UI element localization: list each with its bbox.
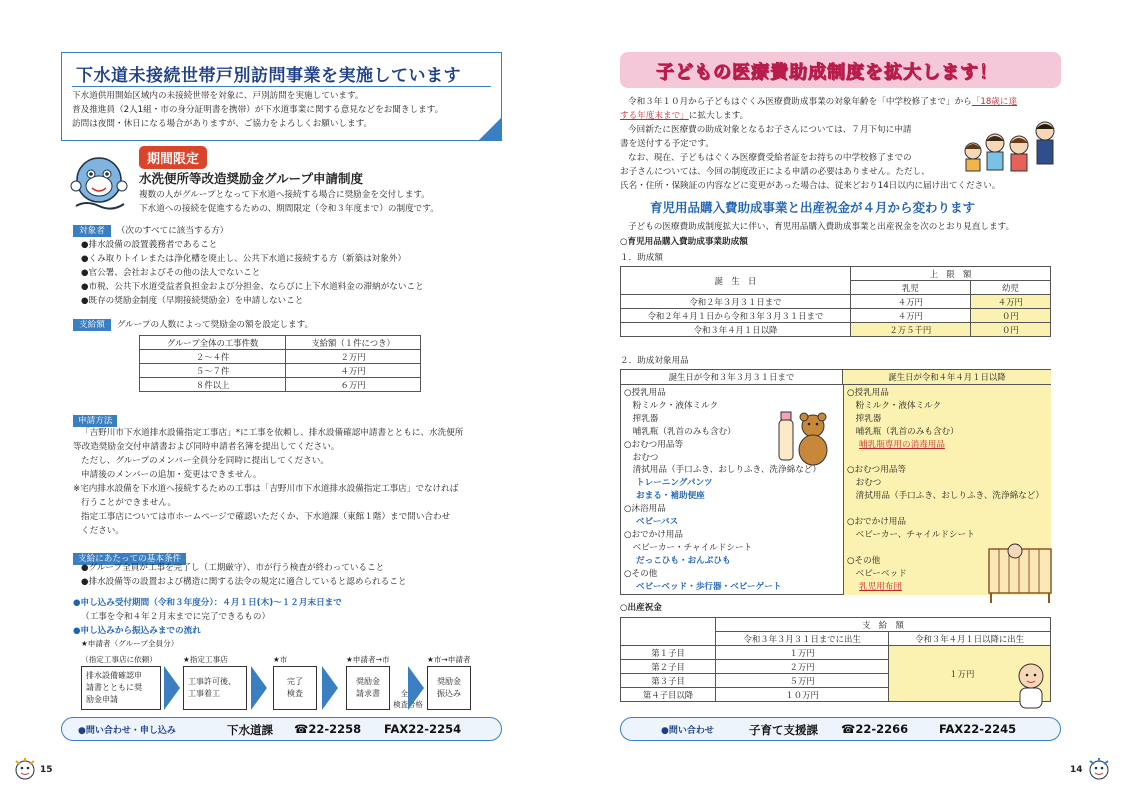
page-mascot-icon — [12, 757, 38, 781]
contact-label: ●問い合わせ — [661, 726, 714, 736]
contact-fax: FAX22-2254 — [384, 722, 462, 736]
target-item: ●既存の奨励金制度（早期接続奨励金）を申請しないこと — [81, 296, 304, 306]
basic-item: ●グループ全員が工事を完了し（工期厳守）、市が行う検査が終わっていること — [81, 563, 385, 573]
birth-gift-table — [620, 617, 1051, 702]
table-cell: ４万円 — [851, 295, 971, 309]
target-item: ●排水設備の設置義務者であること — [81, 240, 218, 250]
flow-label: ★申請者→市 — [346, 655, 390, 664]
flow-step: 排水設備確認申 請書とともに奨 励金申請 — [81, 666, 161, 710]
target-heading — [73, 224, 228, 238]
para-text: 氏名・住所・保険証の内容などに変更があった場合は、従来どおり14日以内に届け出てください。 — [620, 181, 1001, 191]
item-line: ○その他 — [847, 555, 881, 566]
subtitle-2: 育児用品購入費助成事業と出産祝金が４月から変わります — [650, 200, 976, 215]
right-headline-bar — [620, 52, 1061, 88]
item-line: ベビーベッド・歩行器・ベビーゲート — [636, 581, 782, 592]
table-header — [621, 618, 716, 646]
para-text: なお、現在、子どもはぐくみ医療費受給者証をお持ちの中学校修了までの — [628, 153, 912, 163]
item-line: おむつ — [847, 478, 882, 489]
table-cell: 第２子目 — [621, 660, 716, 674]
contact-tel: ☎22-2258 — [294, 722, 362, 736]
table-cell: ４万円 — [970, 295, 1050, 309]
para-text: 今回新たに医療費の助成対象となるお子さんについては、７月下旬に申請 — [628, 125, 912, 135]
contact-label: ●問い合わせ・申し込み — [78, 726, 176, 736]
item-line: ○おむつ用品等 — [847, 465, 907, 476]
table-cell: ４万円 — [851, 309, 971, 323]
item-line: ○おむつ用品等 — [624, 439, 684, 450]
flow-arrow — [322, 666, 338, 710]
page-mascot-icon — [1086, 757, 1112, 781]
desc-line: 複数の人がグループとなって下水道へ接続する場合に奨励金を交付します。 — [139, 190, 430, 200]
item-line: ○おでかけ用品 — [624, 529, 683, 540]
table-cell: ２万５千円 — [851, 323, 971, 337]
item-line: おむつ — [624, 452, 659, 463]
children-illustration — [957, 115, 1063, 173]
flow-actor: ★申請者（グループ全員分） — [81, 639, 179, 648]
para-text: 令和３年１０月から子どもはぐくみ医療費助成事業の対象年齢を「中学校修了まで」から — [628, 97, 972, 107]
intro-line: 訪問は夜間・休日になる場合がありますが、ご協力をよろしくお願いします。 — [72, 119, 373, 129]
item-line: ○授乳用品 — [624, 388, 666, 398]
flow-arrow — [164, 666, 180, 710]
table-header: グループ全体の工事件数 — [140, 336, 286, 350]
table-cell: ４万円 — [286, 364, 421, 378]
flow-step: 奨励金 請求書 — [346, 666, 390, 710]
amount-heading — [73, 318, 313, 332]
flow-label: ★市 — [273, 655, 288, 664]
amount-note: グループの人数によって奨励金の額を設定します。 — [116, 320, 314, 330]
target-item: ●官公署、会社およびその他の法人でないこと — [81, 268, 261, 278]
flow-arrow — [408, 666, 424, 710]
baby-illustration — [1010, 660, 1052, 712]
section-heading: ○育児用品購入費助成事業助成額 — [620, 237, 748, 247]
item-line: 清拭用品（手口ふき、おしりふき、洗浄綿など） — [624, 465, 821, 476]
target-note: （次のすべてに該当する方） — [116, 226, 229, 236]
table-header: 誕 生 日 — [621, 267, 851, 295]
table-header: 幼児 — [970, 281, 1050, 295]
para-text: に拡大します。 — [688, 111, 749, 121]
basic-item: ●排水設備等の設置および構造に関する法令の規定に適合していると認められること — [81, 577, 407, 587]
item-line: だっこひも・おんぶひも — [636, 555, 731, 566]
item-line: 粉ミルク・液体ミルク — [624, 400, 719, 411]
apply-heading — [73, 408, 117, 427]
bottle-and-teddy-illustration — [775, 404, 835, 470]
table-header: 乳児 — [851, 281, 971, 295]
table-cell: ２万円 — [286, 350, 421, 364]
apply-tag: 申請方法 — [73, 415, 117, 427]
amount-tag: 支給額 — [73, 319, 111, 331]
table-row — [621, 323, 1051, 337]
table-cell: １万円 — [716, 646, 889, 660]
contact-fax: FAX22-2245 — [939, 722, 1017, 736]
right-headline: 子どもの医療費助成制度を拡大します！ — [656, 62, 998, 83]
table-cell: ８件以上 — [140, 378, 286, 392]
table-cell: 第４子目以降 — [621, 688, 716, 702]
table-cell: ０円 — [970, 309, 1050, 323]
item-line: ○おでかけ用品 — [847, 517, 906, 528]
item-line: 搾乳器 — [624, 413, 659, 424]
target-item: ●くみ取りトイレまたは浄化槽を廃止し、公共下水道に接続する方（新築は対象外） — [81, 254, 407, 264]
table-cell: 令和２年４月１日から令和３年３月３１日まで — [621, 309, 851, 323]
flow-label: ★指定工事店 — [183, 655, 228, 664]
flow-extra-note: 全件 検査合格 — [393, 689, 423, 709]
intro-line: 下水道供用開始区域内の未接続世帯を対象に、戸別訪問を実施しています。 — [72, 91, 364, 101]
table-cell: ２万円 — [716, 660, 889, 674]
item-line: ○授乳用品 — [847, 388, 889, 398]
contact-dept: 下水道課 — [227, 723, 273, 737]
table-header: 令和３年３月３１日までに出生 — [716, 632, 889, 646]
period-note: （工事を令和４年２月末までに完了できるもの） — [81, 612, 271, 622]
page-number: 14 — [1070, 765, 1083, 775]
table-cell: ５万円 — [716, 674, 889, 688]
table-row — [140, 378, 421, 392]
item-line: 粉ミルク・液体ミルク — [847, 400, 942, 411]
table-cell: 第３子目 — [621, 674, 716, 688]
table-row — [140, 364, 421, 378]
item-line — [847, 452, 1044, 465]
table-cell: １万円 — [889, 646, 1051, 702]
page-number: 15 — [40, 765, 53, 775]
item-line: ○その他 — [624, 568, 658, 579]
target-tag: 対象者 — [73, 225, 111, 237]
flow-step: 完了 検査 — [273, 666, 317, 710]
table-row — [621, 309, 1051, 323]
section-heading: ○出産祝金 — [620, 603, 662, 613]
flow-label: ★市→申請者 — [427, 655, 471, 664]
item-line: 哺乳瓶（乳首のみも含む） — [624, 426, 736, 437]
crib-illustration — [985, 535, 1055, 605]
item-line: ベビーバス — [636, 517, 679, 528]
table-cell: １０万円 — [716, 688, 889, 702]
grant-subtitle: 水洗便所等改造奨励金グループ申請制度 — [139, 171, 364, 186]
item-line: 哺乳瓶専用の消毒用品 — [859, 439, 945, 450]
table-row — [621, 646, 1051, 660]
table-cell: ２～４件 — [140, 350, 286, 364]
apply-line: ※宅内排水設備を下水道へ接続するための工事は「吉野川市下水道排水設備指定工事店」でなければ — [73, 484, 459, 494]
table-header: 誕生日が令和３年３月３１日まで — [621, 370, 843, 385]
left-headline: 下水道未接続世帯戸別訪問事業を実施しています — [76, 66, 461, 86]
contact-tel: ☎22-2266 — [841, 722, 909, 736]
para-text: お子さんについては、今回の制度改正による申請の必要はありません。ただし、 — [620, 167, 930, 177]
flow-title: ●申し込みから振込みまでの流れ — [73, 626, 201, 636]
item-line: おまる・補助便座 — [636, 491, 705, 502]
item-line: 乳児用布団 — [859, 581, 902, 592]
table-header: 誕生日が令和４年４月１日以降 — [843, 370, 1051, 385]
red-highlight: する年度末まで」 — [620, 111, 689, 121]
apply-line: 申請後のメンバーの追加・変更はできません。 — [81, 470, 262, 480]
table-row — [140, 350, 421, 364]
table-header: 支 給 額 — [716, 618, 1051, 632]
item-line: 搾乳器 — [847, 413, 882, 424]
item-line: 清拭用品（手口ふき、おしりふき、洗浄綿など） — [847, 491, 1044, 502]
item-line — [847, 503, 1044, 516]
desc-line: 下水道への接続を促進するための、期間限定（令和３年度まで）の制度です。 — [139, 204, 439, 214]
table-cell: ０円 — [970, 323, 1050, 337]
item-line: ベビーカー・チャイルドシート — [624, 542, 753, 553]
table-cell: 令和２年３月３１日まで — [621, 295, 851, 309]
section-subheading: １．助成額 — [620, 253, 663, 263]
para1-line2 — [620, 109, 748, 123]
mascot-fish-illustration — [66, 150, 132, 220]
apply-line: ください。 — [81, 526, 124, 536]
limited-period-badge: 期間限定 — [139, 146, 207, 169]
flow-step: 工事許可後、 工事着工 — [183, 666, 247, 710]
right-contact-box — [620, 717, 1061, 741]
table-cell: ６万円 — [286, 378, 421, 392]
basic-tag: 支給にあたっての基本条件 — [73, 553, 186, 565]
section-subheading: ２．助成対象用品 — [620, 356, 689, 366]
table-header: 支給額（１件につき） — [286, 336, 421, 350]
item-line: ベビーカー、チャイルドシート — [847, 529, 975, 540]
left-headline-box — [61, 52, 502, 141]
item-line: ○沐浴用品 — [624, 504, 666, 515]
table-cell: 令和３年４月１日以降 — [621, 323, 851, 337]
contact-dept: 子育て支援課 — [749, 723, 818, 737]
flow-step: 奨励金 振込み — [427, 666, 471, 710]
table-row — [621, 295, 1051, 309]
para1-line1 — [628, 95, 1017, 109]
table-cell: ５～７件 — [140, 364, 286, 378]
apply-line: ただし、グループのメンバー全員分を同時に提出してください。 — [81, 456, 329, 466]
para-text: 書を送付する予定です。 — [620, 139, 714, 149]
intro-line: 普及推進員（2人1組・市の身分証明書を携帯）が下水道事業に関する意見などをお聞きします。 — [72, 105, 444, 115]
item-line: ベビーベッド — [847, 568, 907, 579]
amount-table — [139, 335, 421, 392]
red-highlight: 「18歳に達 — [971, 97, 1018, 107]
apply-line: 行うことができません。 — [81, 498, 177, 508]
para-text: 子どもの医療費助成制度拡大に伴い、育児用品購入費助成事業と出産祝金を次のとおり見直します。 — [628, 222, 1015, 232]
left-contact-box — [61, 717, 502, 741]
flow-label: （指定工事店に依頼） — [81, 655, 157, 664]
subsidy-amount-table — [620, 266, 1051, 337]
item-line: 哺乳瓶（乳首のみも含む） — [847, 426, 959, 437]
item-line: トレーニングパンツ — [636, 478, 713, 489]
application-period: ●申し込み受付期間（令和３年度分）：４月１日(木)～１２月末日まで — [73, 598, 342, 608]
table-header: 上 限 額 — [851, 267, 1051, 281]
table-cell: 第１子目 — [621, 646, 716, 660]
apply-line: 指定工事店については市ホームページで確認いただくか、下水道課（東館１階）まで問い合わせ — [81, 512, 451, 522]
apply-line: 「吉野川市下水道排水設備指定工事店」*に工事を依頼し、排水設備確認申請書とともに、水洗便所 — [81, 428, 464, 438]
flow-arrow — [251, 666, 267, 710]
apply-line: 等改造奨励金交付申請書および同時申請者名簿を提出してください。 — [73, 442, 340, 452]
table-header: 令和３年４月１日以降に出生 — [889, 632, 1051, 646]
target-item: ●市税、公共下水道受益者負担金および分担金、ならびに上下水道料金の滞納がないこと — [81, 282, 424, 292]
